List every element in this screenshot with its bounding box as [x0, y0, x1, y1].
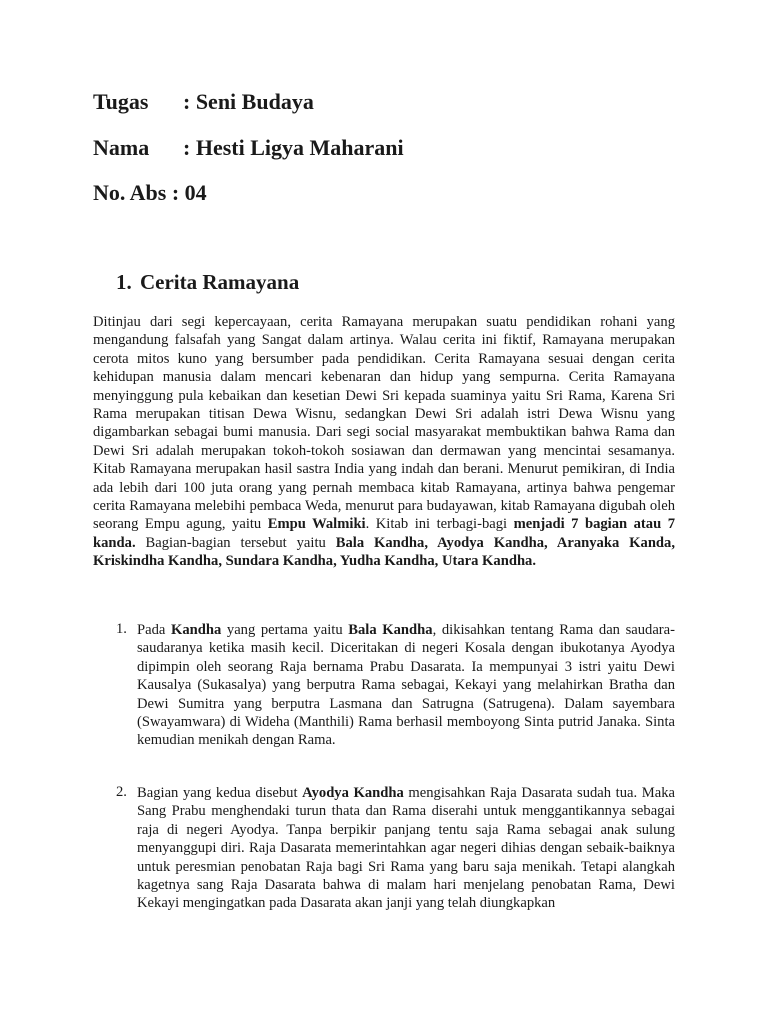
- list-item-text: [137, 784, 675, 913]
- tugas-label: Tugas: [93, 89, 149, 114]
- list-item-number: 1.: [116, 621, 127, 637]
- nama-row: [93, 135, 404, 161]
- abs-label: No. Abs: [93, 180, 167, 205]
- list-bold: Ayodya Kandha: [302, 785, 404, 801]
- list-item-number: 2.: [116, 784, 127, 800]
- abs-value: : 04: [171, 180, 207, 205]
- abs-row: [93, 180, 207, 206]
- paragraph-text: . Kitab ini terbagi-bagi: [365, 516, 514, 533]
- nama-value: : Hesti Ligya Maharani: [183, 135, 404, 160]
- list-text: , dikisahkan tentang Rama dan saudara-saudaranya ketika masih kecil. Diceritakan di negeri Kosala dengan ibukotanya Ayodya dipimpin oleh seorang Raja bernama Prabu Dasarata. Ia mempunyai 3 istri yaitu Dewi Kausalya (Sukasalya) yang berputra Rama sebagai, Kekayi yang melahirkan Bratha dan Dewi Sumitra yang berputra Lasmana dan Satrugna (Satrugena). Dalam sayembara (Swayamwara) di Wideha (Manthili) Rama berhasil memboyong Sinta putrid Janaka. Sinta kemudian menikah dengan Rama.: [137, 622, 676, 749]
- section-number: 1.: [116, 270, 132, 294]
- paragraph-bold: Bala Kandha, Ayodya Kandha, Aranyaka Kanda, Kriskindha Kandha, Sundara Kandha, Yudha Kandha, Utara Kandha.: [93, 534, 675, 570]
- list-text: Bagian yang kedua disebut: [137, 785, 303, 801]
- list-item-text: [137, 621, 675, 750]
- paragraph-text: Ditinjau dari segi kepercayaan, cerita Ramayana merupakan suatu pendidikan rohani yang mengandung falsafah yang Sangat dalam artinya. Walau cerita ini fiktif, Ramayana merupakan cerota mitos kuno yang bersumber pada pendidikan. Cerita Ramayana sesuai dengan cerita kehidupan manusia dalam mencari kebenaran dan hidup yang sempurna. Cerita Ramayana menyinggung pula kebaikan dan kesetian Dewi Sri kepada suaminya yaitu Sri Rama, Karena Sri Rama merupakan titisan Dewa Wisnu, sedangkan Dewi Sri adalah istri Dewa Wisnu yang digambarkan sebagai bumi manusia. Dari segi social masyarakat membuktikan bahwa Rama dan Dewi Sri adalah merupakan tokoh-tokoh sosiawan dan dermawan yang mencintai sesamanya. Kitab Ramayana merupakan hasil sastra India yang indah dan berani. Menurut pemikiran, di India ada lebih dari 100 juta orang yang pernah membaca kitab Ramayana, artinya bahwa pengemar cerita Ramayana melebihi pembaca Weda, menurut para budayawan, kitab Ramayana digubah oleh seorang Empu agung, yaitu: [93, 314, 675, 533]
- list-item: [116, 621, 675, 750]
- list-text: yang pertama yaitu: [221, 622, 349, 638]
- nama-label: Nama: [93, 135, 150, 160]
- tugas-row: [93, 89, 314, 115]
- list-item: [116, 784, 675, 913]
- paragraph-bold: Empu Walmiki: [267, 516, 366, 533]
- section-heading: [116, 270, 299, 295]
- list-bold: Bala Kandha: [348, 622, 433, 638]
- intro-paragraph: [93, 313, 675, 571]
- section-title: Cerita Ramayana: [140, 270, 300, 294]
- paragraph-bold: menjadi 7 bagian atau 7 kanda.: [93, 516, 676, 551]
- list-text: mengisahkan Raja Dasarata sudah tua. Maka Sang Prabu menghendaki turun thata dan Rama diserahi untuk menggantikannya sebagai raja di negeri Ayodya. Tanpa berpikir panjang tentu saja Rama sebagai anak sulung menyanggupi diri. Raja Dasarata memerintahkan agar negeri dihias dengan sebaik-baiknya untuk peresmian penobatan Raja bagi Sri Rama yang baru saja menikah. Tetapi alangkah kagetnya sang Raja Dasarata bahwa di malam hari menjelang penobatan Rama, Dewi Kekayi mengingatkan pada Dasarata akan janji yang telah diungkapkan: [137, 785, 675, 912]
- paragraph-text: Bagian-bagian tersebut yaitu: [135, 534, 336, 551]
- tugas-value: : Seni Budaya: [183, 89, 314, 114]
- list-text: Pada: [137, 622, 171, 638]
- list-bold: Kandha: [170, 622, 222, 638]
